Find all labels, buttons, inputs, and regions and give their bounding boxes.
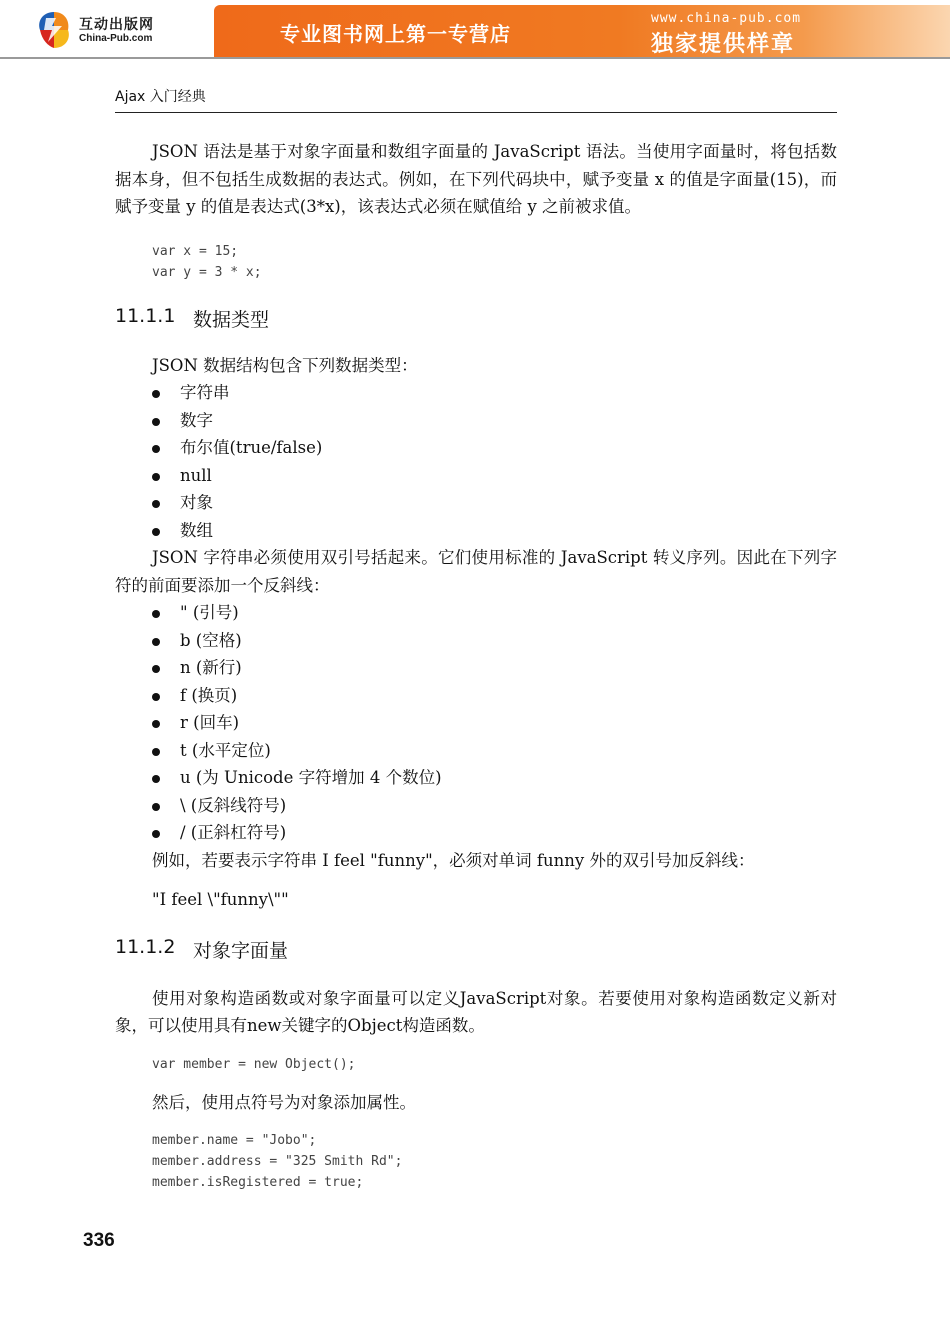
bullet-icon	[152, 638, 160, 646]
bullet-icon	[152, 500, 160, 508]
china-pub-logo-icon	[34, 8, 74, 52]
code-block-vars	[115, 241, 837, 283]
bullet-icon	[152, 775, 160, 783]
list-item: b (空格)	[115, 627, 837, 655]
bullet-icon	[152, 528, 160, 536]
list-item: 字符串	[115, 379, 837, 407]
code-block-properties	[115, 1130, 837, 1193]
code-line: var member = new Object();	[152, 1056, 356, 1072]
list-item: 对象	[115, 489, 837, 517]
section-heading-data-types	[115, 305, 837, 332]
page-content	[115, 138, 837, 1193]
list-item: null	[115, 462, 837, 490]
list-item: 数组	[115, 517, 837, 545]
section-number: 11.1.2	[115, 935, 176, 958]
code-block-new-object	[115, 1054, 837, 1075]
escape-list	[115, 599, 837, 847]
logo-chinese-text: 互动出版网	[79, 17, 154, 33]
banner-slogan: 专业图书网上第一专营店	[280, 22, 511, 46]
section-title: 数据类型	[193, 308, 270, 331]
bullet-icon	[152, 720, 160, 728]
bullet-icon	[152, 665, 160, 673]
list-item: r (回车)	[115, 709, 837, 737]
list-item: u (为 Unicode 字符增加 4 个数位)	[115, 764, 837, 792]
list-item: " (引号)	[115, 599, 837, 627]
code-line: member.address = "325 Smith Rd";	[152, 1154, 403, 1169]
banner-divider	[0, 57, 950, 59]
running-header-rule	[115, 112, 837, 113]
bullet-icon	[152, 610, 160, 618]
list-item: \ (反斜线符号)	[115, 792, 837, 820]
list-item: n (新行)	[115, 654, 837, 682]
list-item: t (水平定位)	[115, 737, 837, 765]
running-header-title: Ajax 入门经典	[115, 89, 206, 105]
example-text: 例如，若要表示字符串 I feel "funny"，必须对单词 funny 外的双引号加反斜线：	[152, 850, 755, 870]
section-number: 11.1.1	[115, 304, 176, 327]
bullet-icon	[152, 803, 160, 811]
top-banner	[0, 0, 950, 58]
code-line: var x = 15;	[152, 243, 239, 259]
list-item: 数字	[115, 407, 837, 435]
page-number: 336	[83, 1230, 115, 1251]
then-text: 然后，使用点符号为对象添加属性。	[152, 1092, 416, 1112]
bullet-icon	[152, 748, 160, 756]
bullet-icon	[152, 473, 160, 481]
bullet-icon	[152, 445, 160, 453]
bullet-icon	[152, 390, 160, 398]
bullet-icon	[152, 418, 160, 426]
banner-site-url: www.china-pub.com	[651, 11, 802, 26]
code-line: member.name = "Jobo";	[152, 1133, 317, 1148]
escape-paragraph: JSON 字符串必须使用双引号括起来。它们使用标准的 JavaScript 转义序列。因此在下列字符的前面要添加一个反斜线：	[115, 548, 837, 595]
section-title: 对象字面量	[193, 939, 289, 962]
data-types-list	[115, 379, 837, 544]
list-item: 布尔值(true/false)	[115, 434, 837, 462]
example-value: "I feel \"funny\""	[152, 890, 289, 909]
list-item: f (换页)	[115, 682, 837, 710]
code-line: var y = 3 * x;	[152, 264, 262, 280]
section-heading-object-literals	[115, 936, 837, 963]
logo-area	[0, 0, 222, 58]
bullet-icon	[152, 693, 160, 701]
object-literal-paragraph: 使用对象构造函数或对象字面量可以定义JavaScript对象。若要使用对象构造函数定义新对象，可以使用具有new关键字的Object构造函数。	[115, 988, 837, 1035]
intro-paragraph: JSON 语法是基于对象字面量和数组字面量的 JavaScript 语法。当使用字面量时，将包括数据本身，但不包括生成数据的表达式。例如，在下列代码块中，赋予变量 x 的值是字面量(15)，而赋予变量 y 的值是表达式(3*x)，该表达式必须在赋值给 y 之前被求值。	[115, 142, 837, 216]
list-item: / (正斜杠符号)	[115, 819, 837, 847]
bullet-icon	[152, 830, 160, 838]
logo-english-text: China-Pub.com	[79, 33, 153, 44]
data-types-intro: JSON 数据结构包含下列数据类型：	[152, 355, 418, 375]
code-line: member.isRegistered = true;	[152, 1175, 364, 1190]
banner-exclusive-text: 独家提供样章	[651, 31, 796, 57]
